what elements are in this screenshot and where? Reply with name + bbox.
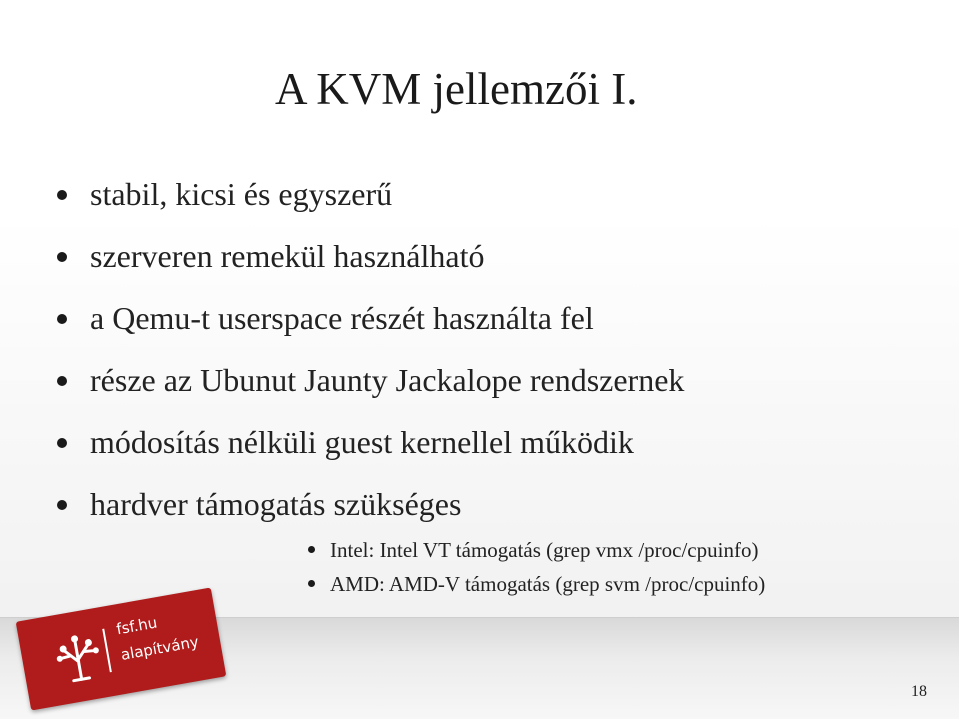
bullet-text: a Qemu-t userspace részét használta fel	[90, 300, 594, 336]
bullet-icon	[57, 314, 67, 324]
logo-text-domain: fsf.hu	[114, 613, 159, 639]
bullet-item	[0, 163, 684, 225]
bullet-icon	[57, 500, 67, 510]
sub-bullet-text: AMD: AMD-V támogatás (grep svm /proc/cpuinfo)	[330, 572, 766, 596]
bullet-text: stabil, kicsi és egyszerű	[90, 176, 393, 212]
logo-text-name: alapítvány	[119, 632, 201, 664]
slide-title: A KVM jellemzői I.	[275, 64, 638, 114]
bullet-icon	[57, 252, 67, 262]
bullet-icon	[57, 376, 67, 386]
sub-bullet-text: Intel: Intel VT támogatás (grep vmx /proc/cpuinfo)	[330, 538, 759, 562]
tree-icon	[49, 628, 107, 686]
sub-bullet-icon	[308, 580, 315, 587]
bullet-icon	[57, 190, 67, 200]
bullet-icon	[57, 438, 67, 448]
bullet-item	[0, 473, 684, 535]
bullet-list	[0, 163, 684, 535]
sub-bullet-list	[0, 533, 765, 601]
bullet-item	[0, 411, 684, 473]
bullet-text: része az Ubunut Jaunty Jackalope rendszernek	[90, 362, 685, 398]
bullet-text: hardver támogatás szükséges	[90, 486, 462, 522]
sub-bullet-item	[0, 533, 765, 567]
bullet-text: módosítás nélküli guest kernellel működik	[90, 424, 634, 460]
bullet-text: szerveren remekül használható	[90, 238, 485, 274]
bullet-item	[0, 287, 684, 349]
bullet-item	[0, 225, 684, 287]
sub-bullet-icon	[308, 546, 315, 553]
sub-bullet-item	[0, 567, 765, 601]
page-number: 18	[911, 683, 927, 700]
bullet-item	[0, 349, 684, 411]
